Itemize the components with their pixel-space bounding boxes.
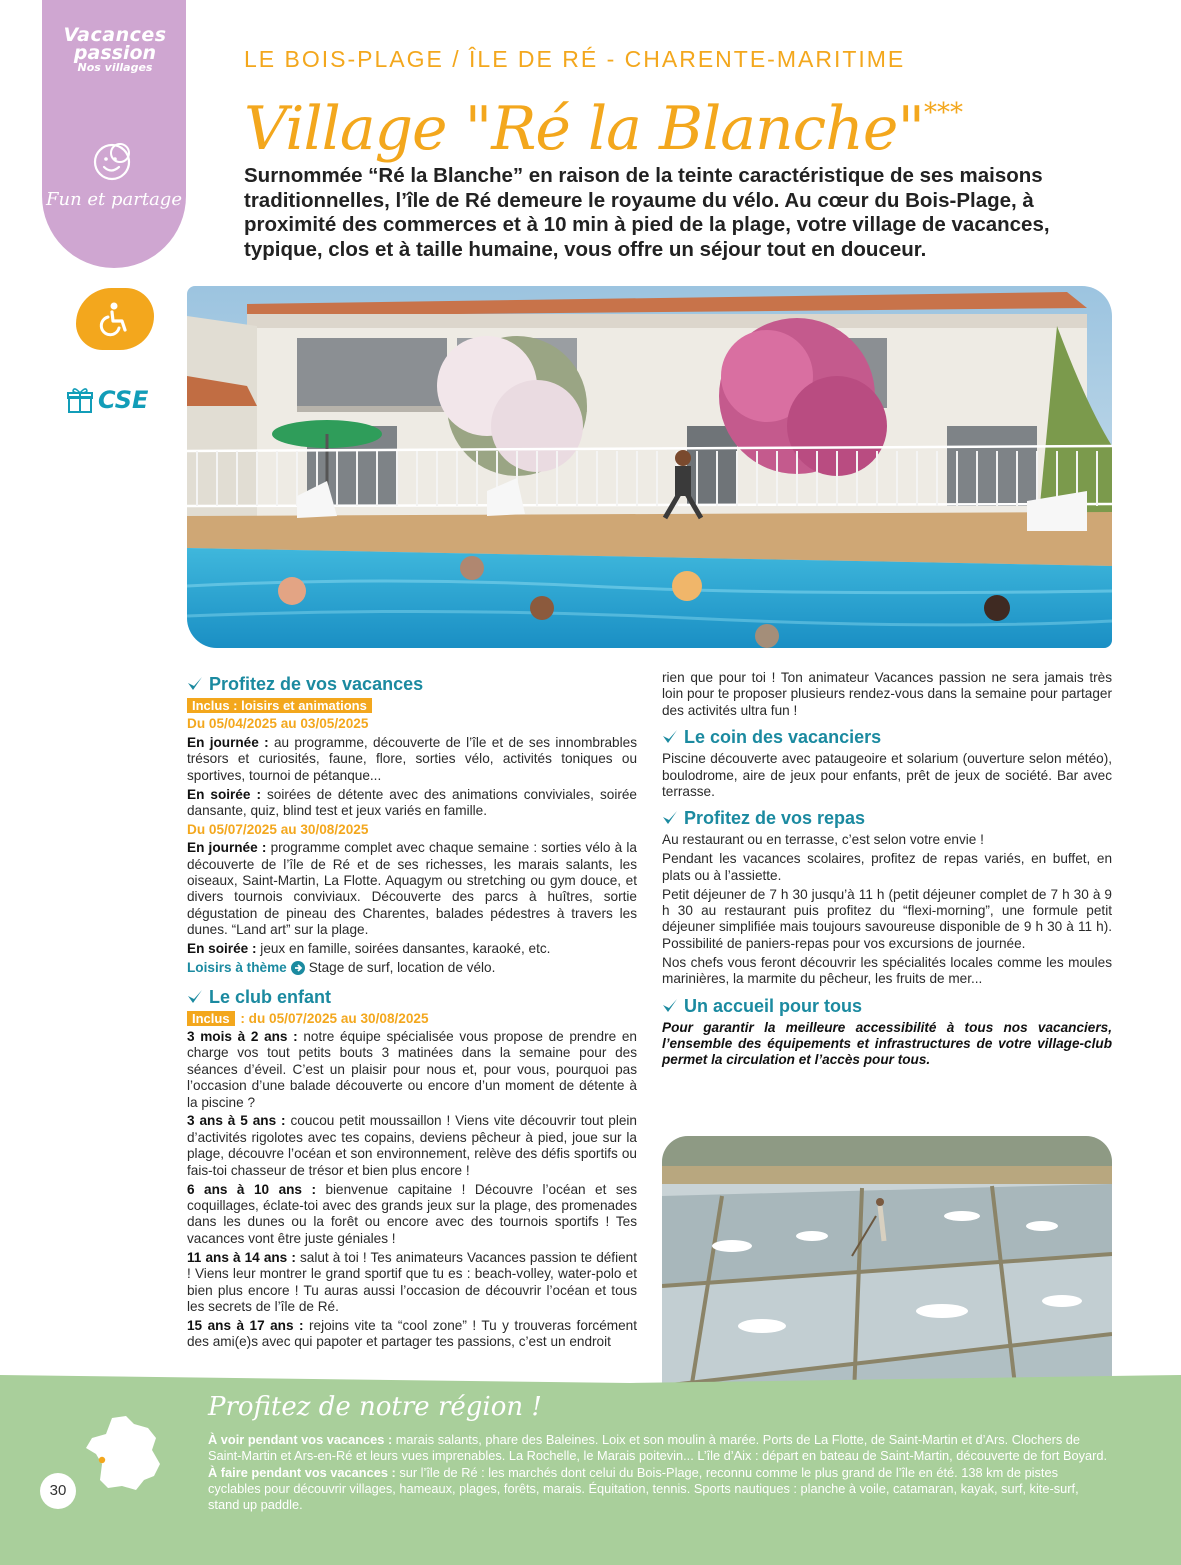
label: À voir pendant vos vacances : <box>208 1432 393 1447</box>
text: Stage de surf, location de vélo. <box>308 960 496 976</box>
label: À faire pendant vos vacances : <box>208 1464 396 1480</box>
region-do <box>208 1465 1113 1514</box>
label: 6 ans à 10 ans : <box>187 1181 316 1197</box>
period-date: Du 05/07/2025 au 30/08/2025 <box>187 821 369 837</box>
label: En journée : <box>187 734 269 750</box>
label: En journée : <box>187 840 267 856</box>
accessibility-badge <box>76 288 154 350</box>
paragraph <box>187 1250 637 1316</box>
region-see <box>208 1432 1113 1465</box>
label: Loisirs à thème <box>187 960 287 976</box>
paragraph: rien que pour toi ! Ton animateur Vacances passion ne sera jamais très loin pour te proposer plusieurs rendez-vous dans la semaine pour partager des activités ultra fun ! <box>662 670 1112 718</box>
period-date: : du 05/07/2025 au 30/08/2025 <box>236 1010 429 1026</box>
label: 15 ans à 17 ans : <box>187 1317 304 1333</box>
check-icon <box>662 998 678 1014</box>
check-icon <box>662 810 678 826</box>
france-map-icon <box>82 1414 164 1494</box>
paragraph: Petit déjeuner de 7 h 30 jusqu’à 11 h (petit déjeuner complet de 7 h 30 à 9 h 30 au restaurant puis profitez du “flexi-morning”, une formule petit déjeuner simplifiée mais toujours savoureuse disponible de 9 h 30 à 11 h). Possibilité de paniers-repas pour vos excursions de journée. <box>662 886 1112 951</box>
paragraph <box>187 735 637 784</box>
rating-stars: *** <box>924 98 964 128</box>
paragraph: Pour garantir la meilleure accessibilité à tous nos vacanciers, l’ensemble des équipements et infrastructures de votre village-club permet la circulation et l’accès pour tous. <box>662 1019 1112 1068</box>
intro-paragraph: Surnommée “Ré la Blanche” en raison de la teinte caractéristique de ses maisons traditionnelles, l’île de Ré demeure le royaume du vélo. Au cœur du Bois-Plage, à proximité des commerces et à 10 min à pied de la plage, votre village de vacances, typique, clos et à taille humaine, vous offre un séjour tout en douceur. <box>244 164 1050 261</box>
text: programme complet avec chaque semaine : sorties vélo à la découverte de l’île de Ré et de ses richesses, les marais salants, les oiseaux, Saint-Martin, La Flotte. Aquagym ou stretching ou gym douce, et divers tournois conviviaux. Découverte des parcs à huîtres, sortie dégustation de pineau des Charentes, balades pédestres à travers les dunes. “Land art” sur la plage. <box>187 840 637 938</box>
period-date: Du 05/04/2025 au 03/05/2025 <box>187 716 369 732</box>
logo-line1: Vacances <box>63 24 167 46</box>
right-column <box>662 670 1112 1071</box>
gift-icon <box>66 386 94 414</box>
heading-text: Un accueil pour tous <box>684 995 863 1016</box>
club-period <box>187 1011 637 1027</box>
text: jeux en famille, soirées dansantes, karaoké, etc. <box>256 941 551 957</box>
section-heading-club <box>187 985 637 1009</box>
pool-photo <box>187 286 1112 648</box>
paragraph: Piscine découverte avec pataugeoire et solarium (ouverture selon météo), boulodrome, aire de jeux pour enfants, prêt de jeux de société. Bar avec terrasse. <box>662 751 1112 800</box>
heading-text: Profitez de vos repas <box>684 808 866 829</box>
section-heading-accueil <box>662 994 1112 1018</box>
paragraph: Au restaurant ou en terrasse, c’est selon votre envie ! <box>662 832 984 848</box>
theme-activities <box>187 960 637 976</box>
paragraph <box>187 1318 637 1351</box>
page-title <box>244 74 963 168</box>
paragraph: Nos chefs vous feront découvrir les spécialités locales comme les moules marinières, la marmite du pêcheur, les fruits de mer... <box>662 954 1112 987</box>
text: marais salants, phare des Baleines. Loix et son moulin à marée. Ports de La Flotte, de Saint-Martin et d’Ars. Clochers de Saint-Martin et Ars-en-Ré et leurs vues imprenables. La Rochelle, le Marais poitevin... L’île d’Aix : départ en bateau de Saint-Martin, découverte de fort Boyard. <box>208 1432 1108 1464</box>
check-icon <box>662 729 678 745</box>
text: sur l’île de Ré : les marchés dont celui du Bois-Plage, reconnu comme le plus grand de l’île en été. 138 km de pistes cyclables pour découvrir villages, hameaux, plages, forêts, marais. Équitation, tennis. Sports nautiques : planche à voile, catamaran, kayak, surf, kite-surf, stand up paddle. <box>208 1464 1079 1513</box>
included-tag: Inclus : loisirs et animations <box>187 698 372 713</box>
text: soirées de détente avec des animations conviviales, soirée dansante, quiz, blind test et jeux variés en famille. <box>187 786 637 818</box>
text: salut à toi ! Tes animateurs Vacances passion te défient ! Viens leur montrer le grand sportif que tu es : beach-volley, water-polo et bien plus encore ! Tu auras aussi l’occasion de découvrir l’océan et tous les secrets de l’île de Ré. <box>187 1249 638 1314</box>
paragraph <box>187 1113 637 1179</box>
text: rejoins vite ta “cool zone” ! Tu y trouveras forcément des ami(e)s avec qui papoter et partager tes passions, c’est un endroit <box>187 1317 637 1350</box>
check-icon <box>187 676 203 692</box>
title-text: Village "Ré la Blanche" <box>244 94 925 164</box>
region-text <box>208 1432 1113 1513</box>
logo-line2: passion <box>73 42 157 64</box>
paragraph <box>187 1182 637 1248</box>
check-icon <box>187 989 203 1005</box>
label: 3 mois à 2 ans : <box>187 1028 298 1044</box>
region-title: Profitez de notre région ! <box>208 1392 542 1422</box>
paragraph: Pendant les vacances scolaires, profitez de repas variés, en buffet, en plats ou à l’assiette. <box>662 851 1112 883</box>
cse-label <box>66 385 148 415</box>
brand-logo <box>52 26 178 74</box>
heading-text: Le coin des vacanciers <box>684 727 882 748</box>
text: au programme, découverte de l’île et de ses innombrables trésors et curiosités, faune, flore, sorties vélo, activités toniques ou sportives, tournoi de pétanque... <box>187 734 637 783</box>
label: 11 ans à 14 ans : <box>187 1249 296 1265</box>
paragraph <box>187 787 637 820</box>
side-tab <box>42 0 186 268</box>
theme-label: Fun et partage <box>45 189 182 210</box>
page-number: 30 <box>40 1473 76 1509</box>
smiley-icon <box>92 138 136 182</box>
left-column <box>187 668 637 1353</box>
text: notre équipe spécialisée vous propose de prendre en charge vos tout petits bouts 3 matinées dans la semaine pour des séances d’éveil. C’est un plaisir pour nous et, pour vous, pourquoi pas l’occasion d’une balade découverte ou encore d’un moment de détente à la piscine ? <box>187 1028 637 1110</box>
paragraph <box>187 1029 637 1111</box>
heading-text: Profitez de vos vacances <box>209 674 424 694</box>
heading-text: Le club enfant <box>209 986 332 1007</box>
label: En soirée : <box>187 941 257 957</box>
section-heading-vacances <box>187 672 637 696</box>
label: 3 ans à 5 ans : <box>187 1113 286 1129</box>
section-heading-coin <box>662 725 1112 749</box>
text: bienvenue capitaine ! Découvre l’océan et ses coquillages, éclate-toi avec des grands jeux sur la plage, des promenades dans les dunes ou la forêt ou encore avec des tournois sportifs ! Tes vacances vont être juste géniales ! <box>187 1181 637 1246</box>
text: coucou petit moussaillon ! Viens vite découvrir tout plein d’activités rigolotes avec tes copains, deviens pêcheur à pied, joue sur la plage, découvre l’océan et son environnement, relève des défis sportifs ou fais-toi chasseur de trésor et bien plus encore ! <box>187 1113 637 1178</box>
cse-text: CSE <box>98 386 149 414</box>
section-heading-repas <box>662 806 1112 830</box>
arrow-circle-icon <box>291 961 305 975</box>
wheelchair-icon <box>97 301 133 337</box>
label: En soirée : <box>187 786 261 802</box>
logo-line3: Nos villages <box>77 61 153 74</box>
paragraph <box>187 941 637 957</box>
paragraph <box>187 840 637 938</box>
location-line: LE BOIS-PLAGE / ÎLE DE RÉ - CHARENTE-MARITIME <box>244 46 906 72</box>
included-tag: Inclus <box>187 1011 235 1026</box>
